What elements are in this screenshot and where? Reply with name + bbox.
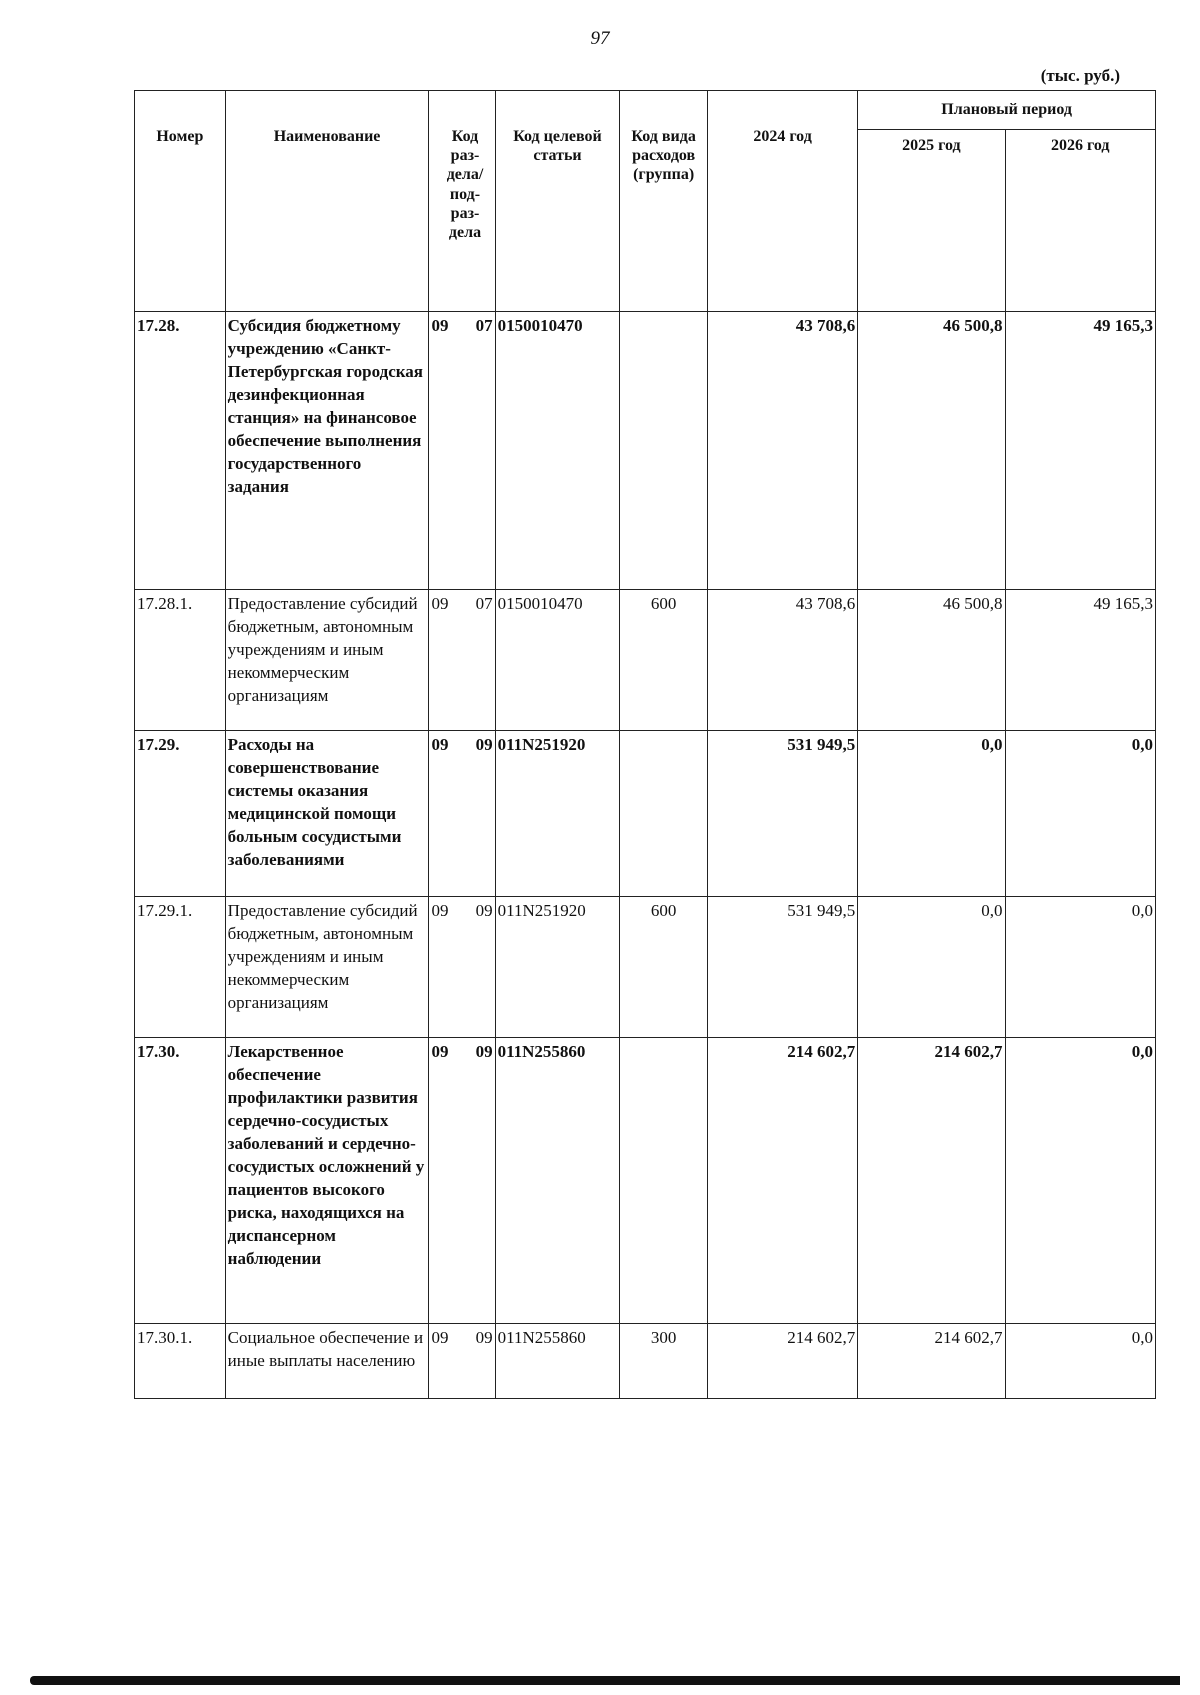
row-expense-type: 600 xyxy=(620,590,707,731)
table-row xyxy=(135,897,1156,1038)
row-subsection: 09 xyxy=(475,1042,493,1061)
table-row xyxy=(135,312,1156,590)
row-number: 17.30. xyxy=(135,1038,226,1324)
row-section-code xyxy=(429,897,495,1038)
col-header-number: Номер xyxy=(135,91,226,312)
row-2024: 531 949,5 xyxy=(707,897,857,1038)
row-section: 09 xyxy=(431,901,449,920)
row-target-code: 0150010470 xyxy=(495,312,620,590)
row-number: 17.29.1. xyxy=(135,897,226,1038)
row-2026: 0,0 xyxy=(1005,731,1156,897)
row-name: Субсидия бюджетному учреждению «Санкт-Петербургская городская дезинфекционная станция» на финансовое обеспечение выполнения государственного задания xyxy=(225,312,429,590)
table-row xyxy=(135,1324,1156,1399)
col-header-2024: 2024 год xyxy=(707,91,857,312)
col-header-2026: 2026 год xyxy=(1005,130,1156,312)
col-header-2025: 2025 год xyxy=(858,130,1005,312)
row-section-code xyxy=(429,731,495,897)
row-2025: 46 500,8 xyxy=(858,312,1005,590)
row-name: Лекарственное обеспечение профилактики развития сердечно-сосудистых заболеваний и сердечно-сосудистых осложнений у пациентов высокого риска, находящихся на диспансерном наблюдении xyxy=(225,1038,429,1324)
row-section: 09 xyxy=(431,1042,449,1061)
row-name: Социальное обеспечение и иные выплаты населению xyxy=(225,1324,429,1399)
row-2026: 0,0 xyxy=(1005,1324,1156,1399)
row-subsection: 07 xyxy=(475,316,493,335)
table-row xyxy=(135,731,1156,897)
row-section: 09 xyxy=(431,1328,449,1347)
row-2025: 214 602,7 xyxy=(858,1038,1005,1324)
row-section-code xyxy=(429,590,495,731)
budget-table xyxy=(134,90,1156,1399)
row-expense-type xyxy=(620,731,707,897)
page-number: 97 xyxy=(590,28,610,49)
table-row xyxy=(135,1038,1156,1324)
row-2024: 214 602,7 xyxy=(707,1038,857,1324)
row-section: 09 xyxy=(431,594,449,613)
row-name: Расходы на совершенствование системы оказания медицинской помощи больным сосудистыми заболеваниями xyxy=(225,731,429,897)
row-name: Предоставление субсидий бюджетным, автономным учреждениям и иным некоммерческим организациям xyxy=(225,897,429,1038)
row-2026: 0,0 xyxy=(1005,897,1156,1038)
row-number: 17.28.1. xyxy=(135,590,226,731)
col-header-expense-type: Код вида расходов (группа) xyxy=(620,91,707,312)
row-2026: 0,0 xyxy=(1005,1038,1156,1324)
row-target-code: 0150010470 xyxy=(495,590,620,731)
row-2024: 43 708,6 xyxy=(707,590,857,731)
row-target-code: 011N255860 xyxy=(495,1038,620,1324)
row-expense-type: 600 xyxy=(620,897,707,1038)
row-2024: 43 708,6 xyxy=(707,312,857,590)
table-row xyxy=(135,590,1156,731)
header-row xyxy=(135,91,1156,130)
col-header-name: Наименование xyxy=(225,91,429,312)
row-2026: 49 165,3 xyxy=(1005,312,1156,590)
row-name: Предоставление субсидий бюджетным, автономным учреждениям и иным некоммерческим организациям xyxy=(225,590,429,731)
row-target-code: 011N251920 xyxy=(495,897,620,1038)
col-header-target-code: Код целевой статьи xyxy=(495,91,620,312)
row-2025: 0,0 xyxy=(858,897,1005,1038)
row-2025: 46 500,8 xyxy=(858,590,1005,731)
row-number: 17.29. xyxy=(135,731,226,897)
row-2025: 214 602,7 xyxy=(858,1324,1005,1399)
row-section-code xyxy=(429,1324,495,1399)
row-expense-type xyxy=(620,312,707,590)
row-number: 17.30.1. xyxy=(135,1324,226,1399)
row-target-code: 011N251920 xyxy=(495,731,620,897)
col-header-planned-period: Плановый период xyxy=(858,91,1156,130)
row-2026: 49 165,3 xyxy=(1005,590,1156,731)
row-target-code: 011N255860 xyxy=(495,1324,620,1399)
row-section: 09 xyxy=(431,735,449,754)
row-section-code xyxy=(429,1038,495,1324)
row-expense-type: 300 xyxy=(620,1324,707,1399)
scan-edge-bar xyxy=(30,1676,1180,1685)
row-subsection: 07 xyxy=(475,594,493,613)
row-number: 17.28. xyxy=(135,312,226,590)
units-label: (тыс. руб.) xyxy=(1040,66,1120,85)
row-2024: 531 949,5 xyxy=(707,731,857,897)
row-2025: 0,0 xyxy=(858,731,1005,897)
row-subsection: 09 xyxy=(475,735,493,754)
row-subsection: 09 xyxy=(475,901,493,920)
row-section: 09 xyxy=(431,316,449,335)
row-section-code xyxy=(429,312,495,590)
row-subsection: 09 xyxy=(475,1328,493,1347)
row-expense-type xyxy=(620,1038,707,1324)
row-2024: 214 602,7 xyxy=(707,1324,857,1399)
col-header-section-code: Код раз- дела/ под- раз- дела xyxy=(429,91,495,312)
